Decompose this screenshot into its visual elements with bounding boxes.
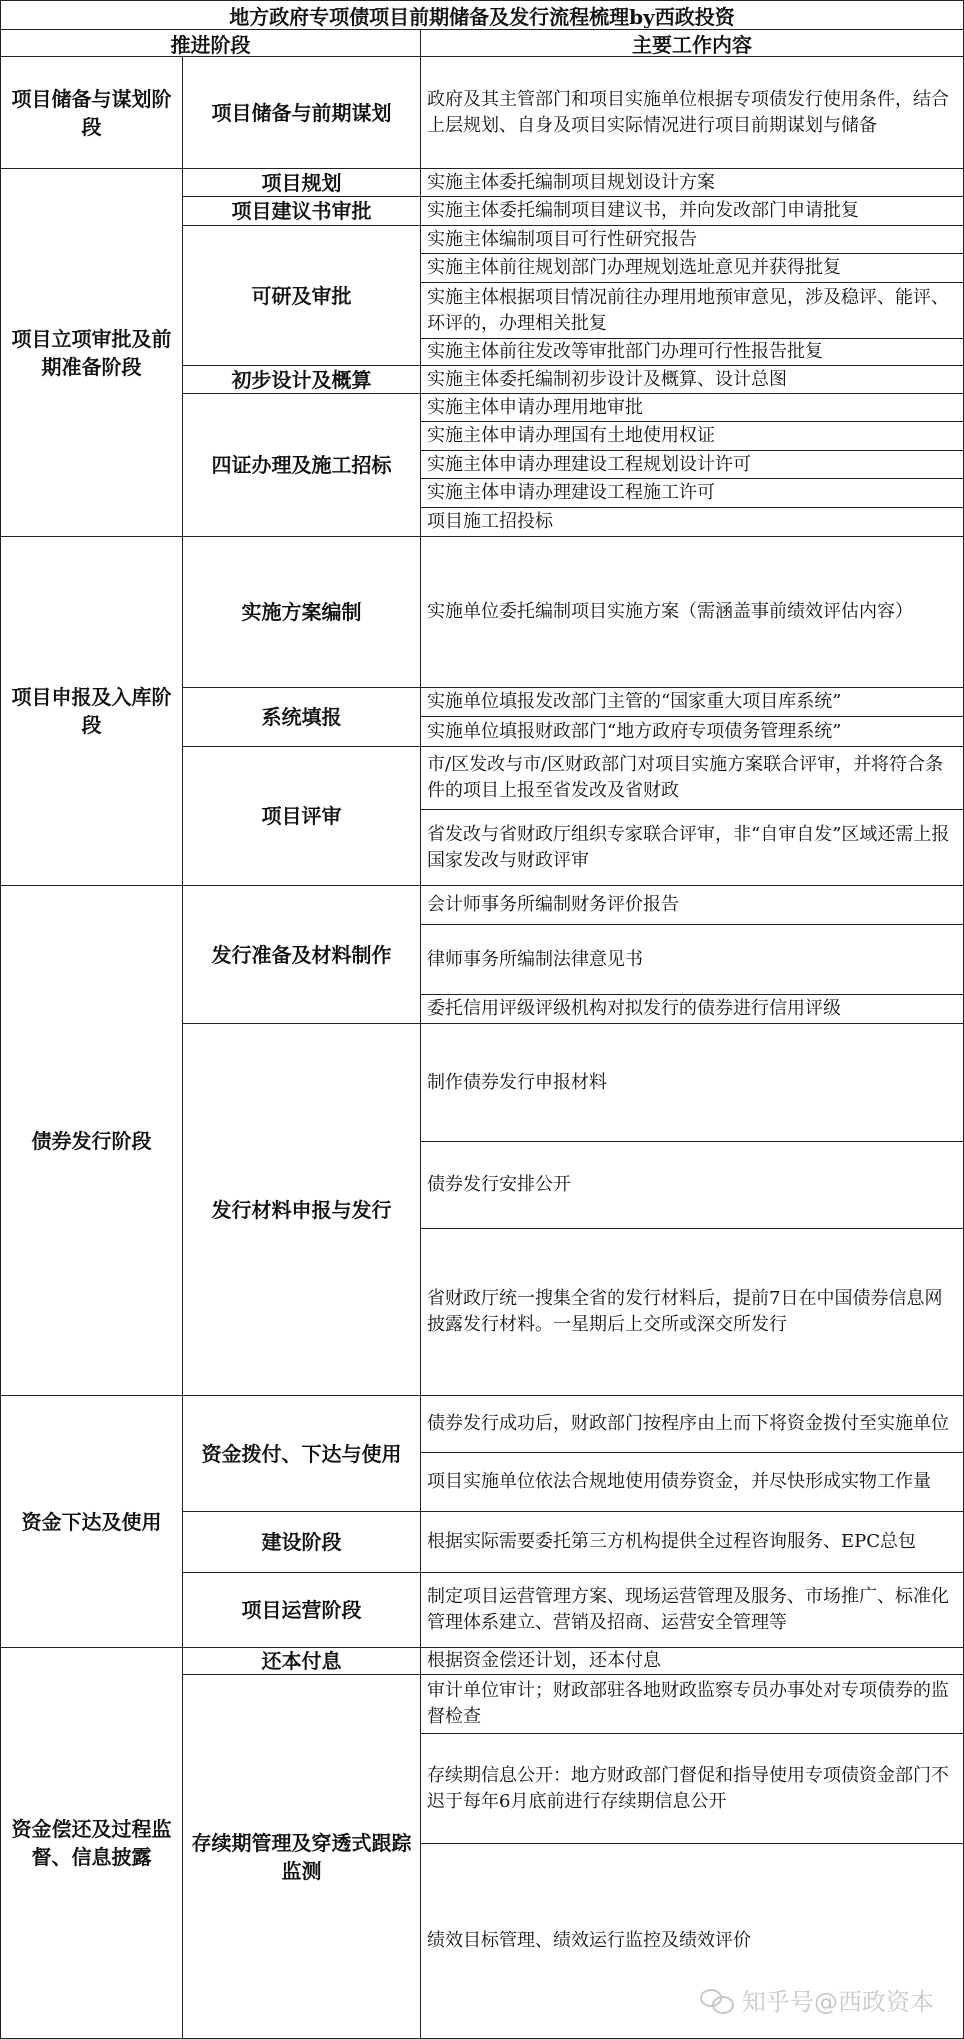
stage-cell: 项目储备与谋划阶段 xyxy=(0,56,183,169)
work-cell: 实施主体委托编制初步设计及概算、设计总图 xyxy=(420,365,964,394)
work-cell: 实施主体申请办理用地审批 xyxy=(420,393,964,422)
work-cell: 实施主体申请办理建设工程规划设计许可 xyxy=(420,450,964,479)
work-cell: 根据资金偿还计划，还本付息 xyxy=(420,1647,964,1675)
substage-cell: 发行准备及材料制作 xyxy=(182,885,421,1024)
watermark xyxy=(700,1982,934,2017)
work-cell: 实施主体委托编制项目建议书，并向发改部门申请批复 xyxy=(420,196,964,226)
substage-cell: 项目运营阶段 xyxy=(182,1572,421,1648)
table-title: 地方政府专项债项目前期储备及发行流程梳理by西政投资 xyxy=(0,0,964,30)
work-cell: 根据实际需要委托第三方机构提供全过程咨询服务、EPC总包 xyxy=(420,1511,964,1573)
work-cell: 审计单位审计；财政部驻各地财政监察专员办事处对专项债券的监督检查 xyxy=(420,1674,964,1734)
stage-cell: 项目申报及入库阶段 xyxy=(0,536,183,886)
work-cell: 政府及其主管部门和项目实施单位根据专项债发行使用条件，结合上层规划、自身及项目实际情况进行项目前期谋划与储备 xyxy=(420,56,964,169)
stage-cell: 债券发行阶段 xyxy=(0,885,183,1396)
substage-cell: 四证办理及施工招标 xyxy=(182,393,421,537)
substage-cell: 项目评审 xyxy=(182,746,421,886)
substage-cell: 可研及审批 xyxy=(182,225,421,366)
work-cell: 实施主体根据项目情况前往办理用地预审意见，涉及稳评、能评、环评的，办理相关批复 xyxy=(420,282,964,339)
work-cell: 市/区发改与市/区财政部门对项目实施方案联合评审，并将符合条件的项目上报至省发改及省财政 xyxy=(420,746,964,810)
work-cell: 实施主体申请办理国有土地使用权证 xyxy=(420,421,964,451)
work-cell: 省财政厅统一搜集全省的发行材料后，提前7日在中国债券信息网披露发行材料。一星期后上交所或深交所发行 xyxy=(420,1228,964,1396)
work-cell: 实施主体前往发改等审批部门办理可行性报告批复 xyxy=(420,338,964,366)
stage-cell: 资金偿还及过程监督、信息披露 xyxy=(0,1647,183,2039)
watermark-text: 知乎号@西政资本 xyxy=(742,1988,934,2016)
substage-cell: 项目规划 xyxy=(182,168,421,197)
substage-cell: 项目建议书审批 xyxy=(182,196,421,226)
work-cell: 绩效目标管理、绩效运行监控及绩效评价 xyxy=(420,1843,964,2039)
work-cell: 委托信用评级评级机构对拟发行的债券进行信用评级 xyxy=(420,994,964,1024)
substage-cell: 初步设计及概算 xyxy=(182,365,421,394)
substage-cell: 实施方案编制 xyxy=(182,536,421,688)
wechat-bubble-icon xyxy=(700,1987,734,2013)
substage-cell: 资金拨付、下达与使用 xyxy=(182,1395,421,1512)
header-stage: 推进阶段 xyxy=(0,29,421,57)
work-cell: 项目施工招投标 xyxy=(420,507,964,537)
stage-cell: 项目立项审批及前期准备阶段 xyxy=(0,168,183,537)
header-work: 主要工作内容 xyxy=(420,29,964,57)
substage-cell: 建设阶段 xyxy=(182,1511,421,1573)
work-cell: 实施主体前往规划部门办理规划选址意见并获得批复 xyxy=(420,253,964,283)
work-cell: 实施单位填报财政部门“地方政府专项债务管理系统” xyxy=(420,716,964,747)
work-cell: 会计师事务所编制财务评价报告 xyxy=(420,885,964,925)
substage-cell: 项目储备与前期谋划 xyxy=(182,56,421,169)
work-cell: 债券发行成功后，财政部门按程序由上而下将资金拨付至实施单位 xyxy=(420,1395,964,1453)
work-cell: 省发改与省财政厅组织专家联合评审，非“自审自发”区域还需上报国家发改与财政评审 xyxy=(420,809,964,886)
work-cell: 实施单位填报发改部门主管的“国家重大项目库系统” xyxy=(420,687,964,717)
work-cell: 实施单位委托编制项目实施方案（需涵盖事前绩效评估内容） xyxy=(420,536,964,688)
work-cell: 律师事务所编制法律意见书 xyxy=(420,924,964,995)
substage-cell: 发行材料申报与发行 xyxy=(182,1023,421,1396)
work-cell: 实施主体编制项目可行性研究报告 xyxy=(420,225,964,254)
work-cell: 实施主体申请办理建设工程施工许可 xyxy=(420,478,964,508)
work-cell: 制定项目运营管理方案、现场运营管理及服务、市场推广、标准化管理体系建立、营销及招商、运营安全管理等 xyxy=(420,1572,964,1648)
work-cell: 债券发行安排公开 xyxy=(420,1141,964,1229)
work-cell: 制作债券发行申报材料 xyxy=(420,1023,964,1142)
substage-cell: 存续期管理及穿透式跟踪监测 xyxy=(182,1674,421,2039)
work-cell: 实施主体委托编制项目规划设计方案 xyxy=(420,168,964,197)
work-cell: 存续期信息公开：地方财政部门督促和指导使用专项债资金部门不迟于每年6月底前进行存续期信息公开 xyxy=(420,1733,964,1844)
work-cell: 项目实施单位依法合规地使用债券资金，并尽快形成实物工作量 xyxy=(420,1452,964,1512)
substage-cell: 还本付息 xyxy=(182,1647,421,1675)
stage-cell: 资金下达及使用 xyxy=(0,1395,183,1648)
substage-cell: 系统填报 xyxy=(182,687,421,747)
